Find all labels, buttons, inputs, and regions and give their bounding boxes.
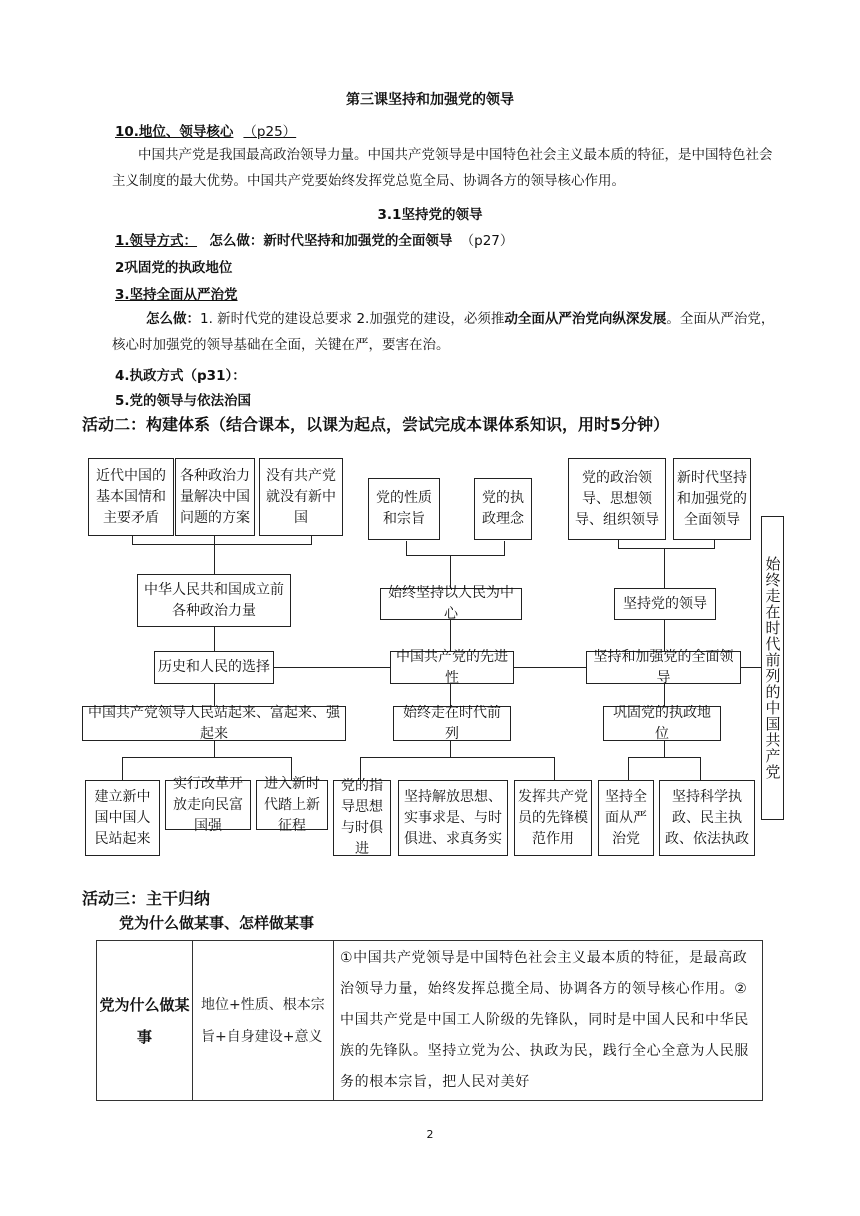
diagram-box: 坚持全面从严治党 [598, 780, 654, 856]
item-1-page: （p27） [460, 233, 514, 249]
connector [132, 544, 312, 545]
item-3: 3.坚持全面从严治党 [115, 287, 238, 303]
connector [214, 627, 215, 651]
table-cell-category: 党为什么做某事 [97, 941, 193, 1101]
connector [618, 540, 619, 549]
diagram-box: 坚持党的领导 [614, 588, 716, 620]
diagram-box: 实行改革开放走向民富国强 [165, 780, 251, 830]
item-4: 4.执政方式（p31）： [115, 368, 246, 384]
diagram-box: 始终坚持以人民为中心 [380, 588, 522, 620]
item-1-line [115, 229, 513, 249]
subheading: 党为什么做某事、怎样做某事 [119, 914, 315, 932]
connector [132, 536, 133, 545]
connector [554, 757, 555, 780]
item-2: 2巩固党的执政地位 [115, 260, 233, 276]
connector [714, 540, 715, 549]
diagram-box: 党的指导思想与时俱进 [333, 780, 391, 856]
connector [122, 757, 291, 758]
connector [406, 555, 504, 556]
diagram-box: 中华人民共和国成立前各种政治力量 [137, 574, 291, 627]
diagram-box: 中国共产党领导人民站起来、富起来、强起来 [82, 706, 346, 741]
connector [628, 757, 700, 758]
section-10-title: 10.地位、领导核心 [115, 124, 234, 140]
item-3-lead: 怎么做： [146, 311, 200, 327]
diagram-box: 没有共产党就没有新中国 [259, 458, 343, 536]
summary-table [96, 940, 763, 1101]
activity-2-heading: 活动二：构建体系（结合课本，以课为起点，尝试完成本课体系知识，用时5分钟） [82, 415, 670, 434]
section-10-page: （p25） [243, 124, 297, 140]
item-3-text-2: 。全面从严治党，核心时加强党的领导基础在全面，关键在严，要害在治。 [112, 311, 775, 353]
diagram-box: 坚持和加强党的全面领导 [586, 651, 741, 684]
diagram-box: 进入新时代踏上新征程 [256, 780, 328, 830]
connector [618, 548, 714, 549]
item-5: 5.党的领导与依法治国 [115, 393, 252, 409]
diagram-box: 中国共产党的先进性 [390, 651, 514, 684]
connector [664, 548, 665, 588]
diagram-box: 发挥共产党员的先锋模范作用 [514, 780, 592, 856]
connector [628, 757, 629, 780]
diagram-box: 建立新中国中国人民站起来 [85, 780, 160, 856]
diagram-box: 巩固党的执政地位 [603, 706, 721, 741]
page-number: 2 [426, 1128, 434, 1141]
diagram-box: 坚持科学执政、民主执政、依法执政 [659, 780, 755, 856]
diagram-box: 近代中国的基本国情和主要矛盾 [88, 458, 174, 536]
table-cell-points: 地位+性质、根本宗旨+自身建设+意义 [193, 941, 334, 1101]
connector [700, 757, 701, 780]
section-3-1-heading: 3.1坚持党的领导 [377, 207, 483, 223]
item-3-paragraph [112, 306, 780, 358]
activity-3-heading: 活动三：主干归纳 [82, 889, 211, 908]
connector [311, 536, 312, 545]
item-3-text-1: 1. 新时代党的建设总要求 2.加强党的建设，必须推 [200, 311, 505, 327]
section-10-paragraph: 中国共产党是我国最高政治领导力量。中国共产党领导是中国特色社会主义最本质的特征，是中国特色社会主义制度的最大优势。中国共产党要始终发挥党总览全局、协调各方的领导核心作用。 [112, 147, 773, 189]
diagram-side-box: 始终走在时代前列的中国共产党 [761, 516, 784, 820]
connector [514, 667, 586, 668]
diagram-box: 各种政治力量解决中国问题的方案 [175, 458, 255, 536]
diagram-box: 新时代坚持和加强党的全面领导 [673, 458, 751, 540]
diagram-box: 历史和人民的选择 [154, 651, 274, 684]
section-10-heading [115, 120, 296, 140]
diagram-box: 党的性质和宗旨 [368, 478, 440, 540]
connector [406, 541, 407, 556]
item-1-how: 怎么做：新时代坚持和加强党的全面领导 [209, 233, 453, 249]
table-cell-content: ①中国共产党领导是中国特色社会主义最本质的特征，是最高政治领导力量，始终发挥总揽全局、协调各方的领导核心作用。②中国共产党是中国工人阶级的先锋队，同时是中国人民和中华民族的先锋队。坚持立党为公、执政为民，践行全心全意为人民服务的根本宗旨，把人民对美好 [334, 941, 763, 1101]
connector [122, 757, 123, 780]
diagram-box: 始终走在时代前列 [393, 706, 511, 741]
table-row [97, 941, 763, 1101]
diagram-box: 党的执政理念 [474, 478, 532, 540]
diagram-box: 坚持解放思想、实事求是、与时俱进、求真务实 [398, 780, 508, 856]
item-1-label: 1.领导方式： [115, 233, 198, 249]
connector [274, 667, 390, 668]
diagram-box: 党的政治领导、思想领导、组织领导 [568, 458, 666, 540]
connector [214, 536, 215, 574]
connector [741, 667, 761, 668]
item-3-text-bold: 动全面从严治党向纵深发展 [504, 311, 667, 327]
connector [504, 541, 505, 556]
connector [360, 757, 554, 758]
lesson-title: 第三课坚持和加强党的领导 [346, 92, 514, 108]
